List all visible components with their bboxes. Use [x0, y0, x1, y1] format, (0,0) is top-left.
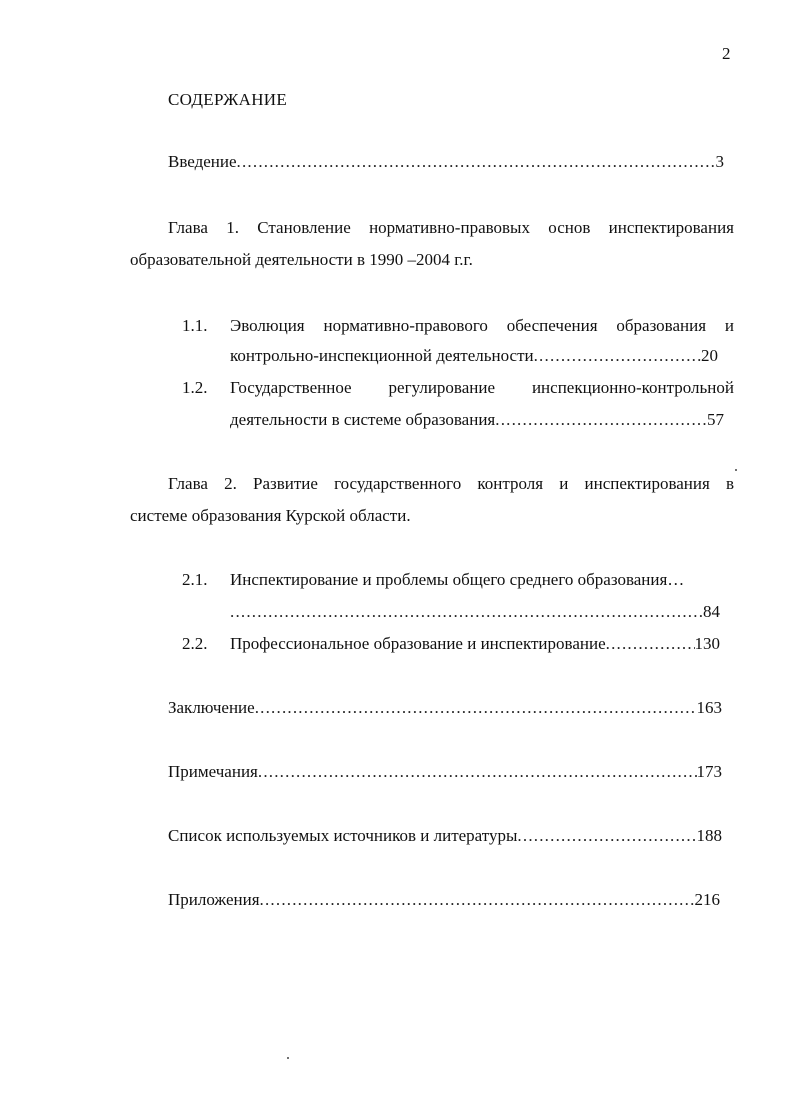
section-2-2-page: 130: [694, 634, 720, 653]
toc-notes-label: Примечания: [168, 762, 258, 781]
toc-section-2-2[interactable]: [230, 634, 720, 654]
page-number: 2: [722, 44, 731, 63]
toc-chapter-2-line-1[interactable]: [168, 474, 734, 494]
section-1-1-page: 20: [701, 346, 718, 365]
section-1-2-title-line-2: деятельности в системе образования: [230, 410, 496, 429]
toc-notes-page: 173: [696, 762, 722, 781]
toc-appendix-label: Приложения: [168, 890, 260, 909]
section-2-2-number: 2.2.: [182, 634, 208, 653]
toc-appendix-page: 216: [694, 890, 720, 909]
leader-dots: [255, 698, 697, 718]
toc-intro-label: Введение: [168, 152, 237, 171]
section-1-1-title-line-1: Эволюция нормативно-правового обеспечения образования и: [230, 316, 734, 335]
section-1-1-title-line-2: контрольно-инспекционной деятельности: [230, 346, 534, 365]
section-2-1-number: 2.1.: [182, 570, 208, 589]
section-1-2-number: 1.2.: [182, 378, 208, 397]
leader-dots: [517, 826, 696, 846]
toc-sources-label: Список используемых источников и литературы: [168, 826, 518, 845]
section-1-1-number: 1.1.: [182, 316, 208, 335]
chapter-1-title-line-1: Глава 1. Становление нормативно-правовых основ инспектирования: [168, 218, 734, 237]
leader-dots: [495, 410, 707, 430]
toc-section-1-2-line-1[interactable]: [230, 378, 734, 398]
page-title: СОДЕРЖАНИЕ: [168, 90, 288, 109]
leader-dots: [230, 602, 703, 622]
toc-conclusion-page: 163: [696, 698, 722, 717]
toc-section-1-1-line-1[interactable]: [230, 316, 734, 336]
leader-dots: [237, 152, 716, 172]
section-2-1-page: 84: [703, 602, 720, 621]
section-1-2-title-line-1: Государственное регулирование инспекционно-контрольной: [230, 378, 734, 397]
chapter-2-title-line-1: Глава 2. Развитие государственного контроля и инспектирования в: [168, 474, 734, 493]
leader-dots: [260, 890, 695, 910]
toc-conclusion[interactable]: [168, 698, 722, 718]
toc-appendix[interactable]: [168, 890, 720, 910]
scan-speck: [735, 469, 737, 471]
toc-sources[interactable]: [168, 826, 722, 846]
leader-dots: [258, 762, 697, 782]
leader-dots: [606, 634, 695, 654]
toc-chapter-1-line-1[interactable]: [168, 218, 734, 238]
chapter-1-title-line-2: образовательной деятельности в 1990 –2004 г.г.: [130, 250, 473, 269]
toc-intro-page: 3: [715, 152, 724, 171]
toc-notes[interactable]: [168, 762, 722, 782]
toc-intro[interactable]: [168, 152, 724, 172]
scan-speck: [287, 1057, 289, 1059]
chapter-2-title-line-2: системе образования Курской области.: [130, 506, 411, 525]
toc-section-1-1[interactable]: [230, 346, 718, 366]
toc-section-1-2[interactable]: [230, 410, 724, 430]
section-1-2-page: 57: [707, 410, 724, 429]
toc-section-2-1[interactable]: [230, 602, 720, 622]
toc-sources-page: 188: [696, 826, 722, 845]
section-2-2-title: Профессиональное образование и инспектирование: [230, 634, 606, 653]
section-2-1-title: Инспектирование и проблемы общего среднего образования…: [230, 570, 685, 589]
toc-conclusion-label: Заключение: [168, 698, 255, 717]
leader-dots: [534, 346, 701, 366]
